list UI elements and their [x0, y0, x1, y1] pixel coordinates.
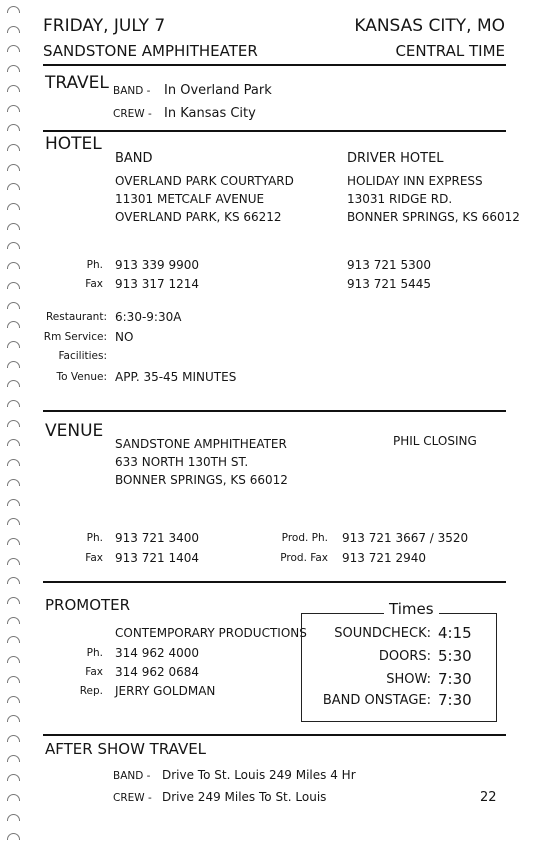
restaurant-label: Restaurant: [45, 311, 107, 323]
prod-phone: 913 721 3667 / 3520 [342, 531, 469, 545]
venue-note: PHIL CLOSING [393, 434, 477, 448]
show-date: FRIDAY, JULY 7 [43, 16, 166, 36]
hotel-band-phone: 913 339 9900 [115, 258, 199, 272]
binding-hole [7, 794, 20, 801]
binding-hole [7, 499, 20, 506]
binding-hole [7, 203, 20, 210]
venue-fax: 913 721 1404 [115, 551, 199, 565]
binding-hole [7, 144, 20, 151]
prod-fax-label: Prod. Fax [280, 552, 328, 564]
hotel-band-street: 11301 METCALF AVENUE [115, 192, 265, 206]
after-show-heading: AFTER SHOW TRAVEL [45, 740, 207, 758]
after-show-crew-value: Drive 249 Miles To St. Louis [162, 790, 327, 804]
to-venue-label: To Venue: [56, 371, 107, 383]
driver-hotel-fax: 913 721 5445 [347, 277, 431, 291]
binding-hole [7, 341, 20, 348]
times-heading: Times [384, 602, 439, 617]
venue-name: SANDSTONE AMPHITHEATER [115, 437, 287, 451]
to-venue-value: APP. 35-45 MINUTES [115, 370, 237, 384]
binding-hole [7, 439, 20, 446]
travel-crew-value: In Kansas City [164, 106, 256, 121]
binding-hole [7, 755, 20, 762]
driver-hotel-phone: 913 721 5300 [347, 258, 431, 272]
header-timezone: CENTRAL TIME [395, 42, 505, 60]
soundcheck-label: SOUNDCHECK: [334, 626, 431, 641]
venue-fax-label: Fax [85, 552, 103, 564]
page-number: 22 [480, 790, 497, 805]
binding-hole [7, 656, 20, 663]
hotel-rule [43, 410, 506, 412]
promoter-ph-label: Ph. [86, 647, 103, 659]
venue-heading: VENUE [45, 421, 104, 441]
promoter-company: CONTEMPORARY PRODUCTIONS [115, 626, 307, 640]
room-service-label: Rm Service: [43, 331, 107, 343]
binding-hole [7, 735, 20, 742]
venue-ph-label: Ph. [86, 532, 103, 544]
promoter-heading: PROMOTER [45, 596, 131, 614]
binding-hole [7, 715, 20, 722]
binding-hole [7, 814, 20, 821]
soundcheck-time: 4:15 [438, 624, 472, 642]
binding-hole [7, 636, 20, 643]
binding-hole [7, 223, 20, 230]
promoter-fax-label: Fax [85, 666, 103, 678]
binding-hole [7, 420, 20, 427]
binding-hole [7, 538, 20, 545]
binding-hole [7, 6, 20, 13]
binding-hole [7, 164, 20, 171]
binding-hole [7, 26, 20, 33]
travel-band-value: In Overland Park [164, 83, 272, 98]
hotel-band-fax: 913 317 1214 [115, 277, 199, 291]
hotel-band-city: OVERLAND PARK, KS 66212 [115, 210, 282, 224]
restaurant-hours: 6:30-9:30A [115, 310, 182, 324]
binding-hole [7, 45, 20, 52]
binding-hole [7, 183, 20, 190]
binding-hole [7, 676, 20, 683]
show-label: SHOW: [386, 672, 431, 687]
hotel-ph-label: Ph. [86, 259, 103, 271]
promoter-rule [43, 734, 506, 736]
after-show-crew-label: CREW - [113, 792, 152, 804]
driver-hotel-heading: DRIVER HOTEL [347, 151, 444, 166]
hotel-heading: HOTEL [45, 134, 102, 154]
room-service-value: NO [115, 330, 134, 344]
driver-hotel-name: HOLIDAY INN EXPRESS [347, 174, 483, 188]
binding-hole [7, 262, 20, 269]
binding-hole [7, 124, 20, 131]
promoter-rep: JERRY GOLDMAN [115, 684, 216, 698]
binding-hole [7, 361, 20, 368]
venue-phone: 913 721 3400 [115, 531, 199, 545]
binding-hole [7, 479, 20, 486]
prod-phone-label: Prod. Ph. [281, 532, 328, 544]
doors-time: 5:30 [438, 647, 472, 665]
promoter-phone: 314 962 4000 [115, 646, 199, 660]
binding-hole [7, 105, 20, 112]
binding-hole [7, 459, 20, 466]
header-rule [43, 64, 506, 66]
binding-hole [7, 302, 20, 309]
driver-hotel-city: BONNER SPRINGS, KS 66012 [347, 210, 520, 224]
travel-crew-label: CREW - [113, 108, 152, 120]
prod-fax: 913 721 2940 [342, 551, 426, 565]
binding-hole [7, 518, 20, 525]
binding-hole [7, 577, 20, 584]
after-show-band-value: Drive To St. Louis 249 Miles 4 Hr [162, 768, 356, 782]
travel-band-label: BAND - [113, 85, 151, 97]
binding-hole [7, 65, 20, 72]
binding-hole [7, 558, 20, 565]
facilities-label: Facilities: [58, 350, 107, 362]
binding-hole [7, 696, 20, 703]
promoter-fax: 314 962 0684 [115, 665, 199, 679]
binding-hole [7, 833, 20, 840]
binding-hole [7, 380, 20, 387]
show-time: 7:30 [438, 670, 472, 688]
spiral-binding [4, 0, 24, 845]
hotel-band-heading: BAND [115, 151, 153, 166]
venue-street: 633 NORTH 130TH ST. [115, 455, 249, 469]
binding-hole [7, 85, 20, 92]
doors-label: DOORS: [378, 649, 431, 664]
promoter-rep-label: Rep. [79, 685, 103, 697]
header-city: KANSAS CITY, MO [354, 16, 505, 36]
binding-hole [7, 282, 20, 289]
venue-rule [43, 581, 506, 583]
binding-hole [7, 321, 20, 328]
after-show-band-label: BAND - [113, 770, 151, 782]
binding-hole [7, 774, 20, 781]
band-onstage-time: 7:30 [438, 691, 472, 709]
travel-rule [43, 130, 506, 132]
binding-hole [7, 400, 20, 407]
binding-hole [7, 597, 20, 604]
header-venue-name: SANDSTONE AMPHITHEATER [43, 42, 258, 60]
binding-hole [7, 617, 20, 624]
driver-hotel-street: 13031 RIDGE RD. [347, 192, 453, 206]
binding-hole [7, 242, 20, 249]
band-onstage-label: BAND ONSTAGE: [322, 693, 431, 708]
travel-heading: TRAVEL [45, 73, 109, 93]
hotel-band-name: OVERLAND PARK COURTYARD [115, 174, 294, 188]
venue-city: BONNER SPRINGS, KS 66012 [115, 473, 288, 487]
hotel-fax-label: Fax [85, 278, 103, 290]
